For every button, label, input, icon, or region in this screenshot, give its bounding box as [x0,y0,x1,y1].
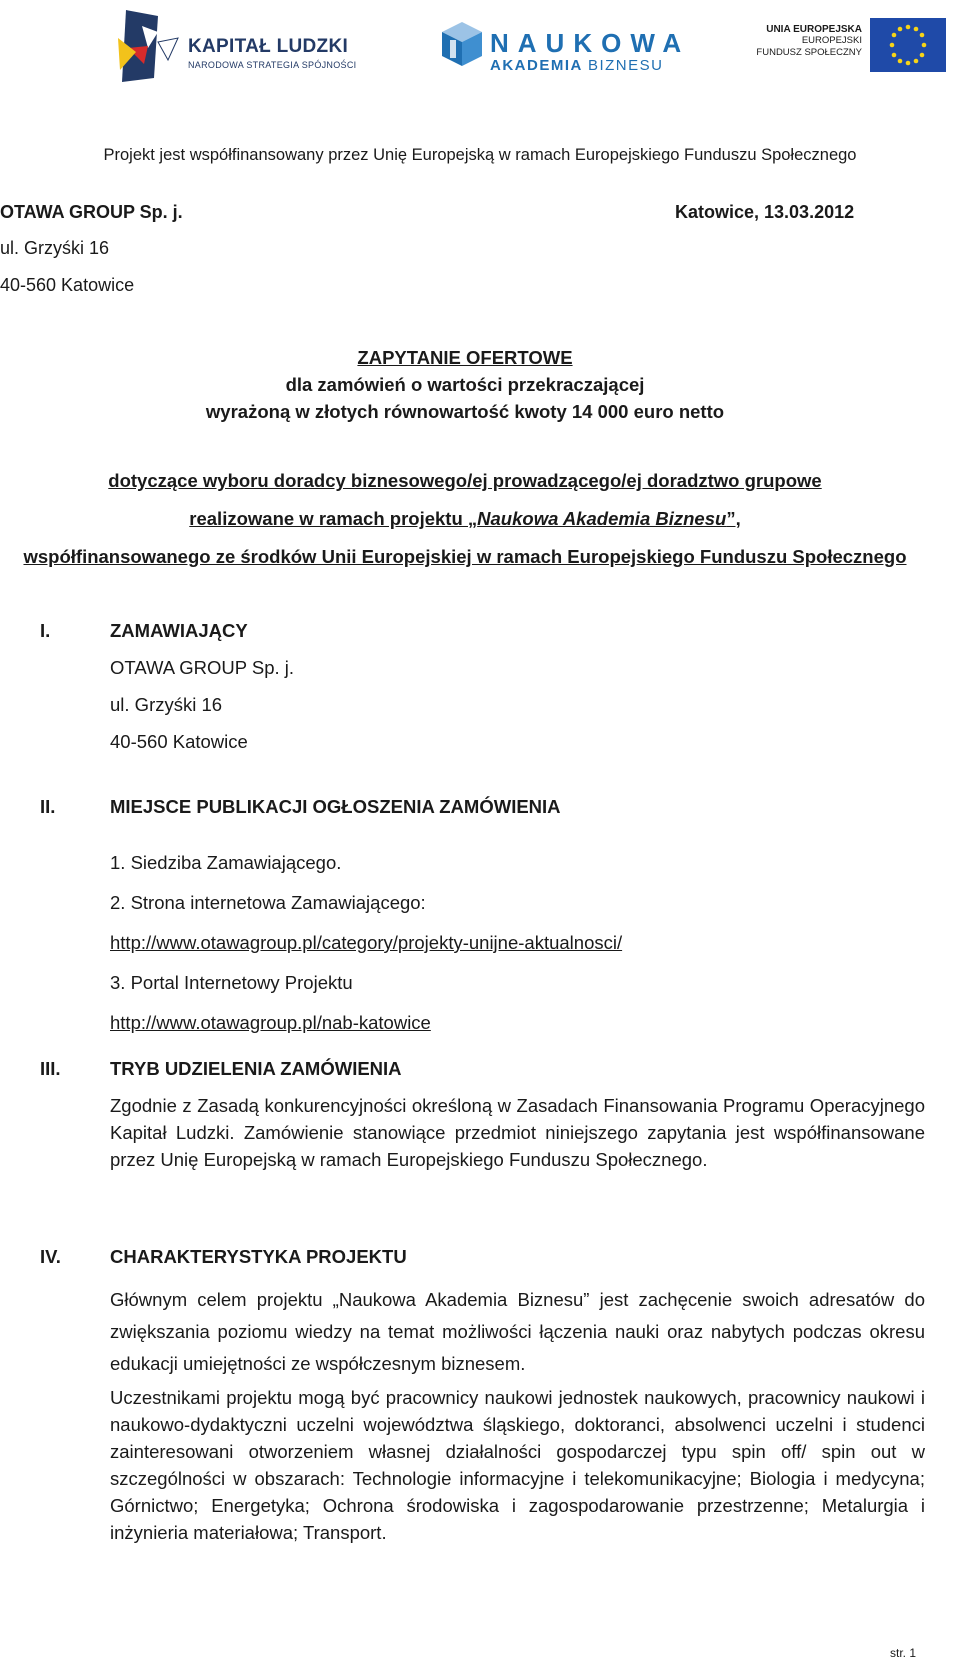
sender-company: OTAWA GROUP Sp. j. [0,202,183,222]
section-3-number: III. [40,1058,61,1079]
cofinancing-note: Projekt jest współfinansowany przez Unię Europejską w ramach Europejskiego Funduszu Społecznego [103,146,857,164]
nab-title: NAUKOWA [490,28,691,58]
section-2-item2: 2. Strona internetowa Zamawiającego: [110,892,426,913]
nab-cube-icon [440,20,484,68]
kapital-ludzki-subtitle: NARODOWA STRATEGIA SPÓJNOŚCI [188,60,357,70]
section-2-item3: 3. Portal Internetowy Projektu [110,972,353,993]
title-line2: dla zamówień o wartości przekraczającej [285,374,645,395]
section-1-city: 40-560 Katowice [110,731,248,752]
eu-line1: UNIA EUROPEJSKA [766,24,862,35]
title-line3: wyrażoną w złotych równowartość kwoty 14 000 euro netto [205,401,725,422]
kapital-ludzki-title: KAPITAŁ LUDZKI [188,36,349,57]
section-1-street: ul. Grzyśki 16 [110,694,223,715]
section-1-number: I. [40,620,51,641]
subject-line3: współfinansowanego ze środków Unii Europejskiej w ramach Europejskiego Funduszu Społecznego [23,546,907,567]
section-2-link-portal[interactable]: http://www.otawagroup.pl/nab-katowice [110,1012,431,1033]
section-4-text1: Głównym celem projektu „Naukowa Akademia Biznesu” jest zachęcenie swoich adresatów do zwiększania poziomu wiedzy na temat możliwości łączenia nauki oraz nabytych podczas okresu edukacji umiejętności ze współczesnym biznesem. [110,1289,925,1374]
eu-line3: FUNDUSZ SPOŁECZNY [756,47,862,58]
document-title [0,344,930,425]
document-date: Katowice, 13.03.2012 [675,202,855,222]
section-3-text: Zgodnie z Zasadą konkurencyjności określoną w Zasadach Finansowania Programu Operacyjnego Kapitał Ludzki. Zamówienie stanowiące przedmiot niniejszego zapytania jest współfinansowane przez Unię Europejską w ramach Europejskiego Funduszu Społecznego. [110,1095,925,1170]
eu-flag-icon [870,18,946,72]
nab-subtitle: AKADEMIA BIZNESU [490,57,664,74]
subject-line1: dotyczące wyboru doradcy biznesowego/ej prowadzącego/ej doradztwo grupowe [108,470,822,491]
section-2-link-projects[interactable]: http://www.otawagroup.pl/category/projekty-unijne-aktualnosci/ [110,932,623,953]
subject-line2: realizowane w ramach projektu „Naukowa Akademia Biznesu”, [189,508,741,529]
eu-line2: EUROPEJSKI [801,35,862,46]
section-3-heading: TRYB UDZIELENIA ZAMÓWIENIA [110,1058,402,1079]
title-line1: ZAPYTANIE OFERTOWE [357,347,573,368]
sender-street: ul. Grzyśki 16 [0,238,110,258]
section-2-heading: MIEJSCE PUBLIKACJI OGŁOSZENIA ZAMÓWIENIA [110,796,561,817]
section-4-heading: CHARAKTERYSTYKA PROJEKTU [110,1246,407,1267]
section-4-text2: Uczestnikami projektu mogą być pracownicy naukowi jednostek naukowych, pracownicy naukowi i naukowo-dydaktyczni uczelni województwa śląskiego, doktoranci, absolwenci uczelni i studenci zainteresowani otworzeniem własnej działalności gospodarczej typu spin off/ spin out w szczególności w obszarach: Technologie informacyjne i telekomunikacyjne; Biologia i medycyna; Górnictwo; Energetyka; Ochrona środowiska i zagospodarowanie przestrzenne; Metalurgia i inżynieria materiałowa; Transport. [110,1387,925,1543]
section-1-company: OTAWA GROUP Sp. j. [110,657,295,678]
section-2-number: II. [40,796,56,817]
page-number: str. 1 [890,1646,917,1660]
section-4-number: IV. [40,1246,61,1267]
sender-city: 40-560 Katowice [0,275,135,295]
kapital-ludzki-emblem-icon [118,8,182,84]
section-2-item1: 1. Siedziba Zamawiającego. [110,852,342,873]
section-1-heading: ZAMAWIAJĄCY [110,620,248,641]
